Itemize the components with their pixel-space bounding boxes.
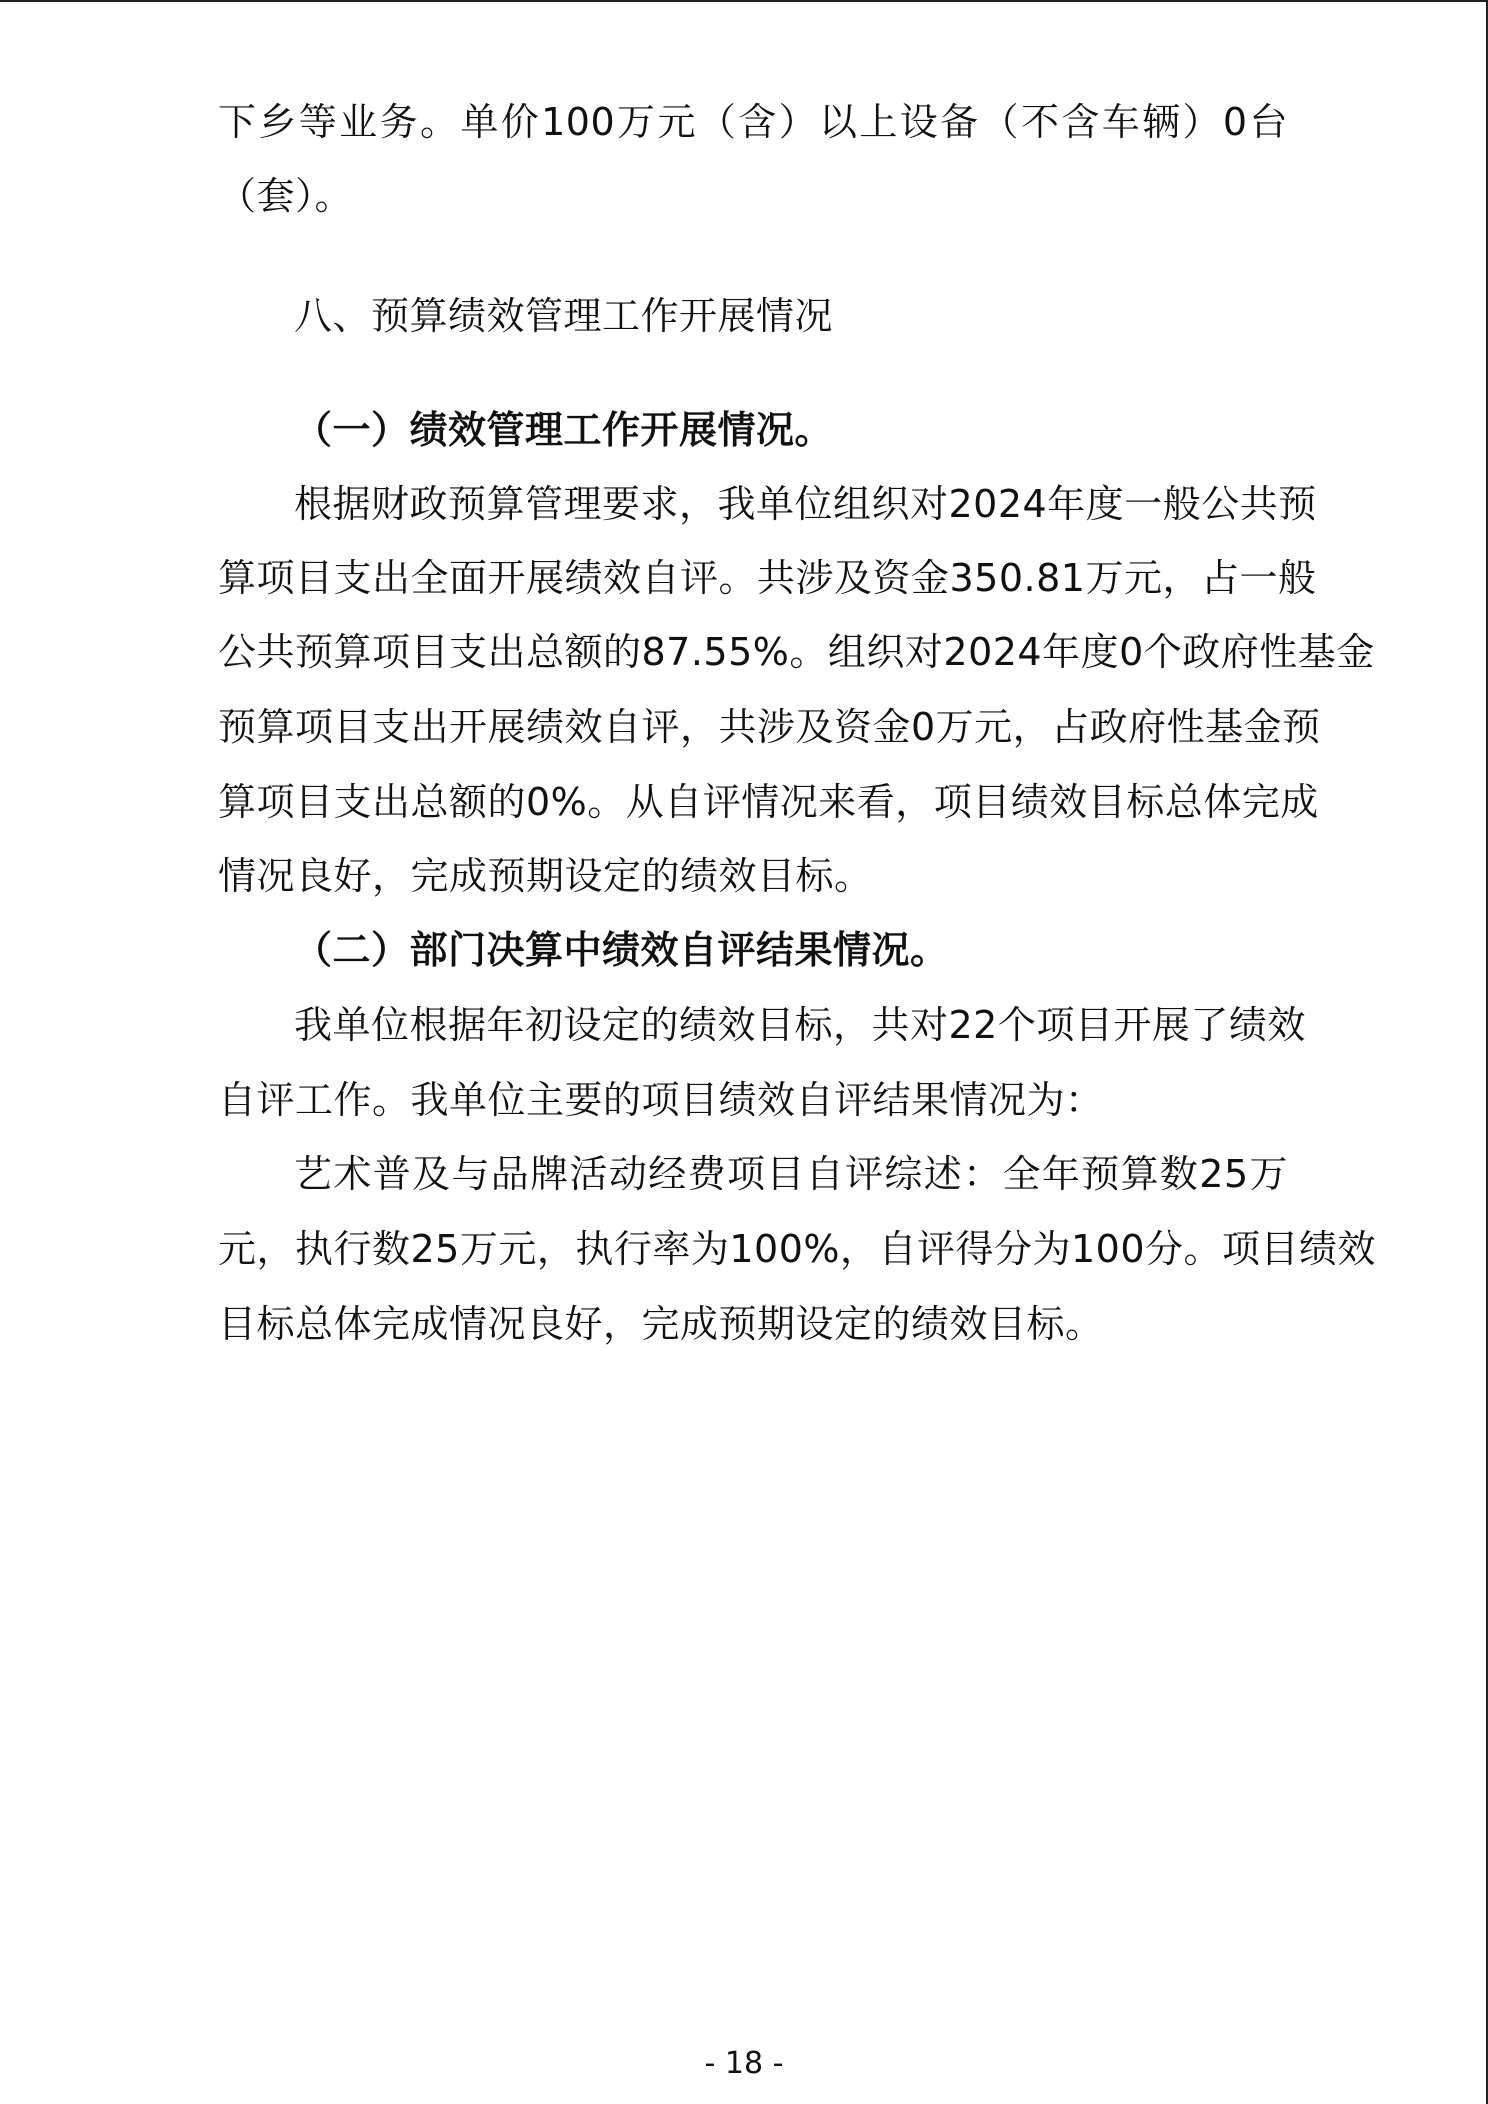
paragraph-line: 自评工作。我单位主要的项目绩效自评结果情况为： <box>218 1078 1104 1122</box>
paragraph-line: 公共预算项目支出总额的87.55%。组织对2024年度0个政府性基金 <box>218 630 1375 674</box>
subsection-heading: （二）部门决算中绩效自评结果情况。 <box>294 928 949 972</box>
paragraph-line: 算项目支出总额的0%。从自评情况来看，项目绩效目标总体完成 <box>218 780 1319 824</box>
paragraph-line: 下乡等业务。单价100万元（含）以上设备（不含车辆）0台 <box>218 100 1288 144</box>
section-heading: 八、预算绩效管理工作开展情况 <box>294 294 834 338</box>
paragraph-line: 我单位根据年初设定的绩效目标，共对22个项目开展了绩效 <box>294 1003 1306 1047</box>
page-border-top <box>0 0 1488 2</box>
paragraph-line: 情况良好，完成预期设定的绩效目标。 <box>218 854 873 898</box>
paragraph-line: 艺术普及与品牌活动经费项目自评综述：全年预算数25万 <box>294 1152 1288 1196</box>
paragraph-line: 根据财政预算管理要求，我单位组织对2024年度一般公共预 <box>294 482 1317 526</box>
page-number: - 18 - <box>704 2046 784 2081</box>
subsection-heading: （一）绩效管理工作开展情况。 <box>294 408 834 452</box>
paragraph-line: （套）。 <box>218 174 354 218</box>
paragraph-line: 预算项目支出开展绩效自评，共涉及资金0万元，占政府性基金预 <box>218 705 1321 749</box>
paragraph-line: 目标总体完成情况良好，完成预期设定的绩效目标。 <box>218 1302 1104 1346</box>
paragraph-line: 元，执行数25万元，执行率为100%，自评得分为100分。项目绩效 <box>218 1227 1377 1271</box>
paragraph-line: 算项目支出全面开展绩效自评。共涉及资金350.81万元，占一般 <box>218 556 1317 600</box>
